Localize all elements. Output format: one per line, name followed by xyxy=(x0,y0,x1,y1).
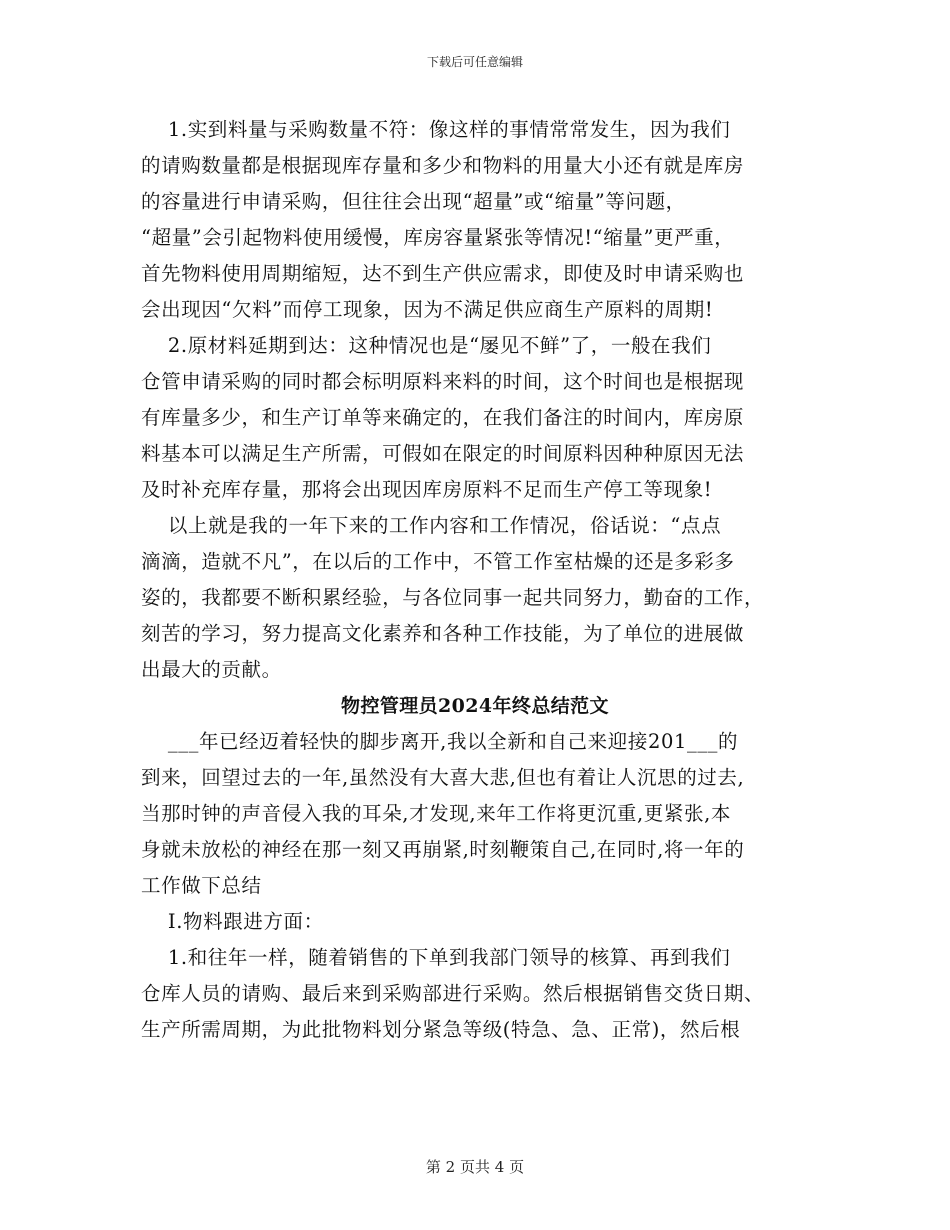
page-number: 第 2 页共 4 页 xyxy=(425,1158,525,1176)
text-line: 料基本可以满足生产所需，可假如在限定的时间原料因种种原因无法 xyxy=(141,442,745,465)
text-line: 以上就是我的一年下来的工作内容和工作情况，俗话说：“点点 xyxy=(141,514,722,537)
text-line: 1.和往年一样，随着销售的下单到我部门领导的核算、再到我们 xyxy=(141,946,731,969)
text-line: 姿的，我都要不断积累经验，与各位同事一起共同努力，勤奋的工作， xyxy=(141,586,765,609)
text-line: 刻苦的学习，努力提高文化素养和各种工作技能，为了单位的进展做 xyxy=(141,622,745,645)
text-line: 2.原材料延期到达：这种情况也是“屡见不鲜”了，一般在我们 xyxy=(141,334,712,357)
text-line: 工作做下总结 xyxy=(141,874,262,897)
text-line: 及时补充库存量，那将会出现因库房原料不足而生产停工等现象! xyxy=(141,478,713,501)
text-line: I.物料跟进方面： xyxy=(141,910,324,933)
text-line: 首先物料使用周期缩短，达不到生产供应需求，即使及时申请采购也 xyxy=(141,262,745,285)
text-line: 当那时钟的声音侵入我的耳朵,才发现,来年工作将更沉重,更紧张,本 xyxy=(141,802,731,825)
text-line: 滴滴，造就不凡”，在以后的工作中，不管工作室枯燥的还是多彩多 xyxy=(141,550,735,573)
section-title: 物控管理员2024年终总结范文 xyxy=(341,695,609,717)
text-line: “超量”会引起物料使用缓慢，库房容量紧张等情况!“缩量”更严重， xyxy=(141,226,735,249)
text-line: 1.实到料量与采购数量不符：像这样的事情常常发生，因为我们 xyxy=(141,118,731,141)
text-line: ___年已经迈着轻快的脚步离开,我以全新和自己来迎接201___的 xyxy=(141,730,739,753)
text-line: 出最大的贡献。 xyxy=(141,658,282,681)
text-line: 生产所需周期，为此批物料划分紧急等级(特急、急、正常)，然后根 xyxy=(141,1018,741,1041)
text-line: 会出现因“欠料”而停工现象，因为不满足供应商生产原料的周期! xyxy=(141,298,714,321)
text-line: 到来，回望过去的一年,虽然没有大喜大悲,但也有着让人沉思的过去, xyxy=(141,766,745,789)
header-note: 下载后可任意编辑 xyxy=(426,55,523,69)
document-body xyxy=(141,112,809,1048)
text-line: 身就未放松的神经在那一刻又再崩紧,时刻鞭策自己,在同时,将一年的 xyxy=(141,838,745,861)
text-line: 的请购数量都是根据现库存量和多少和物料的用量大小还有就是库房 xyxy=(141,154,745,177)
text-line: 的容量进行申请采购，但往往会出现“超量”或“缩量”等问题， xyxy=(141,190,686,213)
text-line: 有库量多少，和生产订单等来确定的，在我们备注的时间内，库房原 xyxy=(141,406,745,429)
text-line: 仓库人员的请购、最后来到采购部进行采购。然后根据销售交货日期、 xyxy=(141,982,765,1005)
text-line: 仓管申请采购的同时都会标明原料来料的时间，这个时间也是根据现 xyxy=(141,370,745,393)
